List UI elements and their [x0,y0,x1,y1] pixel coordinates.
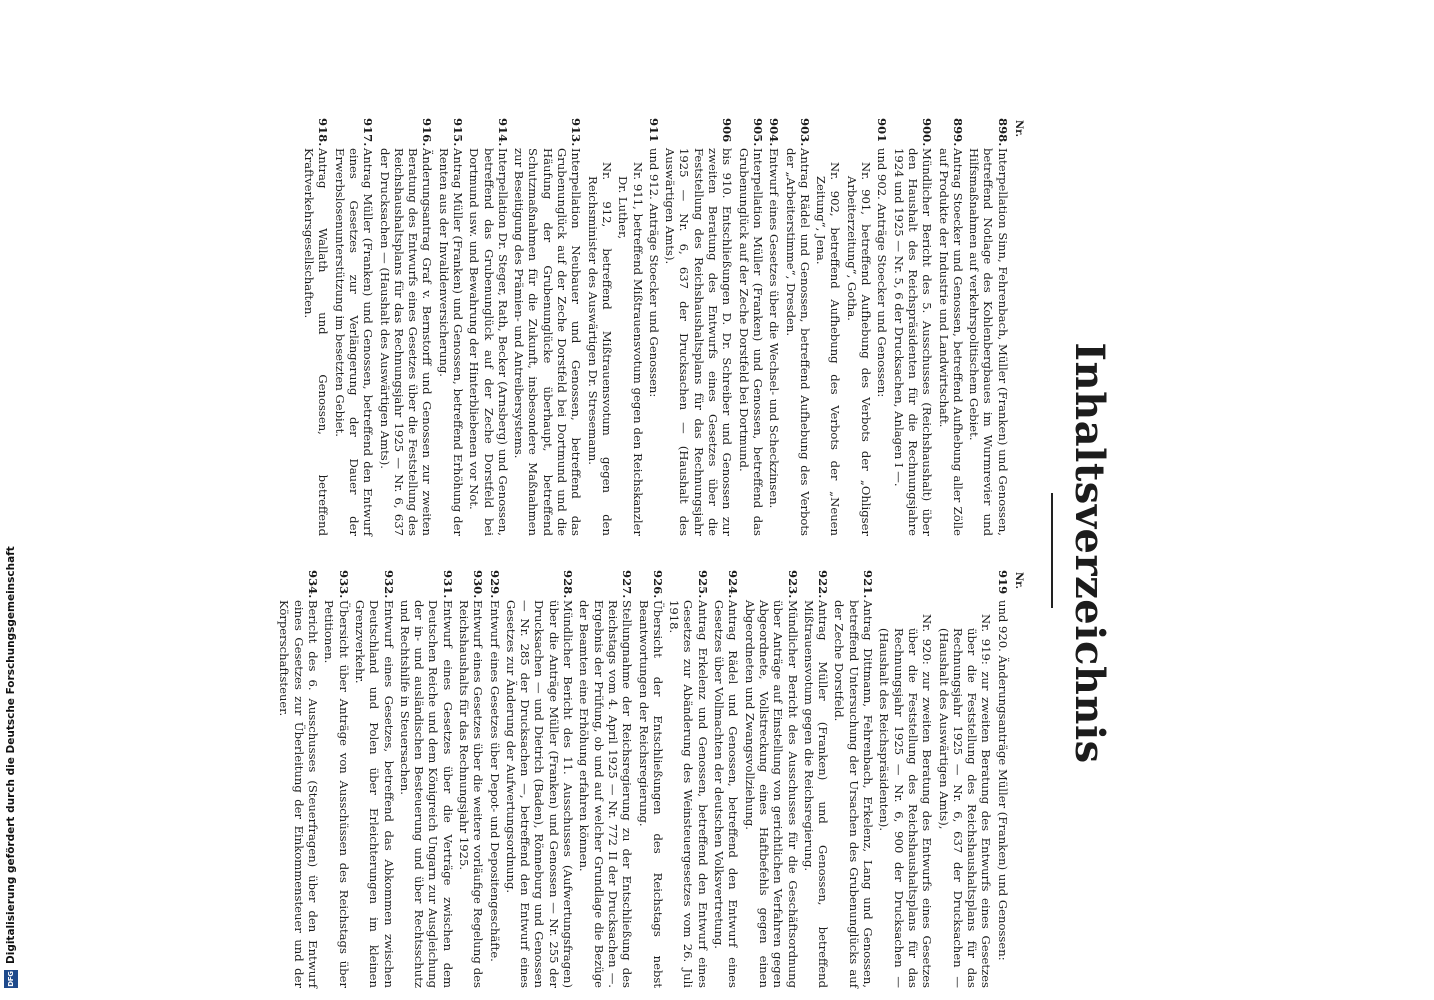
toc-entry [457,570,486,988]
entry-text: Mündlicher Bericht des Ausschusses für die Geschäftsordnung über Anträge auf Einstellung von gerichtlichen Verfahren gegen Abgeordnete, Vollstreckung eines Haftbefehls gegen einen Abgeordneten und Zwangsvollziehung. [742,600,800,988]
page-title: Inhaltsverzeichnis [1066,342,1113,764]
toc-entry [832,570,875,988]
entry-text: Antrag Müller (Franken) und Genossen, betreffend den Entwurf eines Gesetzes zur Verlängerung der Dauer der Erwerbslosenunterstützung im besetzten Gebiet. [332,148,376,536]
entry-text: Antrag Wallath und Genossen, betreffend Kraftverkehrsgesellschaften. [302,148,331,536]
toc-entry [302,118,331,536]
entry-text: Entwurf eines Gesetzes über die Verträge zwischen dem Deutschen Reiche und dem Königreich Ungarn zur Ausgleichung der in- und ausländischen Besteuerung und über Rechtsschutz und Rechtshilfe in Steuersachen. [397,600,455,988]
entry-number: 900. [920,118,935,147]
entry-text: Bericht des 6. Ausschusses (Steuerfragen) über den Entwurf eines Gesetzes zur Überleitung der Einkommensteuer und der Körperschaftsteuer. [277,600,321,988]
entry-number: 923. [785,570,800,599]
toc-entry [712,570,741,988]
toc-entry [467,118,510,536]
entry-number: 906 [720,118,735,143]
entry-text: Entwurf eines Gesetzes über die Wechsel- und Scheckzinsen. [767,148,782,509]
toc-entry [663,118,734,536]
entry-sub-item [844,162,873,536]
toc-entry [436,118,465,536]
entry-number: 930. [471,570,486,599]
entry-number: 921. [861,570,876,599]
entry-number: 925. [695,570,710,599]
toc-entry [936,118,965,536]
entry-sub-text: Nr. 902, betreffend Aufhebung des Verbots der „Neuen Zeitung“, Jena. [814,162,843,536]
toc-entry [398,570,455,988]
toc-entry [742,570,799,988]
entry-text: und 912. Anträge Stoecker und Genossen: [646,148,661,398]
toc-entry [487,570,501,988]
nr-heading-left: Nr. [1013,120,1024,137]
entry-text: Antrag Müller (Franken) und Genossen, betreffend Mißtrauensvotum gegen die Reichsregierung. [801,600,831,988]
toc-entry [875,118,889,536]
entry-text: Interpellation Müller (Franken) und Genossen, betreffend das Grubenunglück auf der Zeche Dorstfeld bei Dortmund. [736,148,765,536]
toc-entry [377,118,434,536]
entry-number: 933. [336,570,351,599]
entry-number: 917. [361,118,376,147]
entry-number: 914. [495,118,510,147]
entry-number: 919 [995,570,1010,595]
entry-number: 932. [381,570,396,599]
entry-text: Interpellation Neubauer und Genossen, betreffend das Grubenunglück auf der Zeche Dorstfeld bei Dortmund und die Häufung der Grubenunglücke überhaupt, betreffend Schutzmaßnahmen für die Zukunft, insbesondere Maßnahmen zur Beseitigung des Prämien- und Antreibersystems. [512,148,584,536]
entry-text: Interpellation Sinn, Fehrenbach, Müller (Franken) und Genossen, betreffend Notlage des Kohlenbergbaues im Wurmrevier und Hilfsmaßnahmen auf verkehrspolitischem Gebiet. [967,148,1010,536]
entry-number: 905. [750,118,765,147]
entry-number: 904. [767,118,782,147]
right-column [185,570,1025,988]
left-column [185,118,1025,536]
entry-text: Entwurf eines Gesetzes über Depot- und Depositengeschäfte. [487,600,502,962]
entry-text: Mündlicher Bericht des 11. Ausschusses (Aufwertungsfragen) über die Anträge Müller (Franken) und Genossen — Nr. 255 der Drucksachen — und Dietrich (Baden), Rönneburg und Genossen — Nr. 285 der Drucksachen —, betreffend den Entwurf eines Gesetzes zur Änderung der Aufwertungsordnung. [503,600,576,988]
credit-text: Digitalisierung gefördert durch die Deutsche Forschungsgemeinschaft [5,546,17,964]
entry-sub-text: Nr. 912, betreffend Mißtrauensvotum gegen den Reichsminister des Auswärtigen Dr. Stresemann. [585,162,614,536]
toc-entry [802,570,831,988]
entry-sub-item [877,614,934,988]
toc-entry [891,118,934,536]
entry-text: Antrag Dittmann, Fehrenbach, Erkelenz, Lang und Genossen, betreffend Untersuchung der Ursachen des Grubenunglücks auf der Zeche Dorstfeld. [832,600,876,988]
toc-entry [332,118,375,536]
digitization-credit [0,0,22,1000]
entry-sub-item [936,614,993,988]
dfg-logo-icon: DFG [4,970,18,988]
entry-number: 901 [875,118,890,143]
entry-text: Antrag Stoecker und Genossen, betreffend Aufhebung aller Zölle auf Produkte der Industrie und Landwirtschaft. [936,148,965,536]
entry-text: Entwurf eines Gesetzes, betreffend das Abkommen zwischen Deutschland und Polen über Erleichterungen im kleinen Grenzverkehr. [352,600,396,988]
entry-number: 929. [487,570,502,599]
toc-entry [967,118,1010,536]
entry-number: 928. [561,570,576,599]
toc-entry [647,118,661,536]
entry-number: 927. [620,570,635,599]
toc-entry [322,570,351,988]
entry-text: Mündlicher Bericht des 5. Ausschusses (Reichshaushalt) über den Haushalt des Reichspräsidenten für die Rechnungsjahre 1924 und 1925 — Nr. 5, 6 der Drucksachen, Anlagen I —. [891,148,935,536]
entry-sub-item [814,162,843,536]
entry-text: und 902. Anträge Stoecker und Genossen: [875,148,890,398]
toc-entry [995,570,1009,988]
entry-text: Antrag Müller (Franken) und Genossen, betreffend Erhöhung der Renten aus der Invalidenversicherung. [436,148,466,536]
entry-sub-item [616,162,645,536]
entry-number: 931. [440,570,455,599]
entry-number: 911 [646,118,661,143]
entry-number: 913. [569,118,584,147]
toc-entry [736,118,765,536]
rotated-document-page [177,118,1117,988]
toc-entry [277,570,320,988]
entry-number: 916. [420,118,435,147]
entry-sub-item [585,162,614,536]
title-rule [1051,493,1053,608]
entry-number: 898. [995,118,1010,147]
entry-text: Übersicht über Anträge von Ausschüssen des Reichstags über Petitionen. [322,600,351,988]
toc-entry [783,118,812,536]
entry-text: Antrag Rädel und Genossen, betreffend den Entwurf eines Gesetzes über Vollmachten der deutschen Volksvertretung. [712,600,741,988]
entry-text: Entwurf eines Gesetzes über die weitere vorläufige Regelung des Reichshaushalts für das Rechnungsjahr 1925. [457,600,486,988]
entry-text: bis 910. Entschließungen D. Dr. Schreiber und Genossen zur zweiten Beratung des Entwurfs eines Gesetzes über die Feststellung des Reichshaushaltsplans für das Rechnungsjahr 1925 — Nr. 6, 637 der Drucksachen — (Haushalt des Auswärtigen Amts). [663,148,735,536]
entry-text: Stellungnahme der Reichsregierung zu der Entschließung des Reichstags vom 4. April 1925 — Nr. 772 II der Drucksachen —. Ergebnis der Prüfung, ob und auf welcher Grundlage die Bezüge der Beamten eine Erhöhung erfahren können. [577,600,635,988]
entry-number: 924. [726,570,741,599]
entry-text: und 920. Änderungsanträge Müller (Franken) und Genossen: [995,600,1010,961]
entry-sub-text: Nr. 919: zur zweiten Beratung des Entwurfs eines Gesetzes über die Feststellung des Reichshaushaltsplans für das Rechnungsjahr 1925 — Nr. 6, 637 der Drucksachen — (Haushalt des Auswärtigen Amts), [936,614,994,988]
right-entries [277,570,1010,988]
entry-number: 915. [451,118,466,147]
entry-text: Interpellation Dr. Steger, Rath, Becker (Arnsberg) und Genossen, betreffend das Grubenunglück auf der Zeche Dorstfeld bei Dortmund usw. und Bewahrung der Hinterbliebenen vor Not. [467,148,510,536]
entry-text: Antrag Erkelenz und Genossen, betreffend den Entwurf eines Gesetzes zur Abänderung des Weinsteuergesetzes vom 26. Juli 1918. [667,600,710,988]
entry-sub-text: Nr. 920: zur zweiten Beratung des Entwurfs eines Gesetzes über die Feststellung des Reichshaushaltsplans für das Rechnungsjahr 1925 — Nr. 6, 900 der Drucksachen — (Haushalt des Reichspräsidenten). [877,614,935,988]
entry-number: 899. [950,118,965,147]
entry-text: Änderungsantrag Graf v. Bernstorff und Genossen zur zweiten Beratung des Entwurfs eines Gesetzes über die Feststellung des Reichshaushaltsplans für das Rechnungsjahr 1925 — Nr. 6, 637 der Drucksachen — (Haushalt des Auswärtigen Amts). [377,148,435,536]
left-entries [302,118,1010,536]
entry-number: 922. [816,570,831,599]
toc-entry [577,570,634,988]
entry-text: Übersicht der Entschließungen des Reichstags nebst Beantwortungen der Reichsregierung. [636,600,665,988]
toc-entry [636,570,665,988]
entry-number: 918. [316,118,331,147]
entry-number: 934. [306,570,321,599]
entry-sub-text: Nr. 901, betreffend Aufhebung des Verbots der „Ohligser Arbeiterzeitung“, Gotha. [844,162,874,536]
entry-number: 926. [650,570,665,599]
nr-heading-right: Nr. [1013,572,1024,589]
entry-text: Antrag Rädel und Genossen, betreffend Aufhebung des Verbots der „Arbeiterstimme“, Dresden. [783,148,812,536]
toc-entry [353,570,396,988]
toc-entry [767,118,781,536]
toc-entry [667,570,710,988]
entry-sub-text: Nr. 911, betreffend Mißtrauensvotum gegen den Reichskanzler Dr. Luther, [616,162,645,536]
toc-entry [504,570,575,988]
toc-entry [512,118,583,536]
entry-number: 903. [797,118,812,147]
